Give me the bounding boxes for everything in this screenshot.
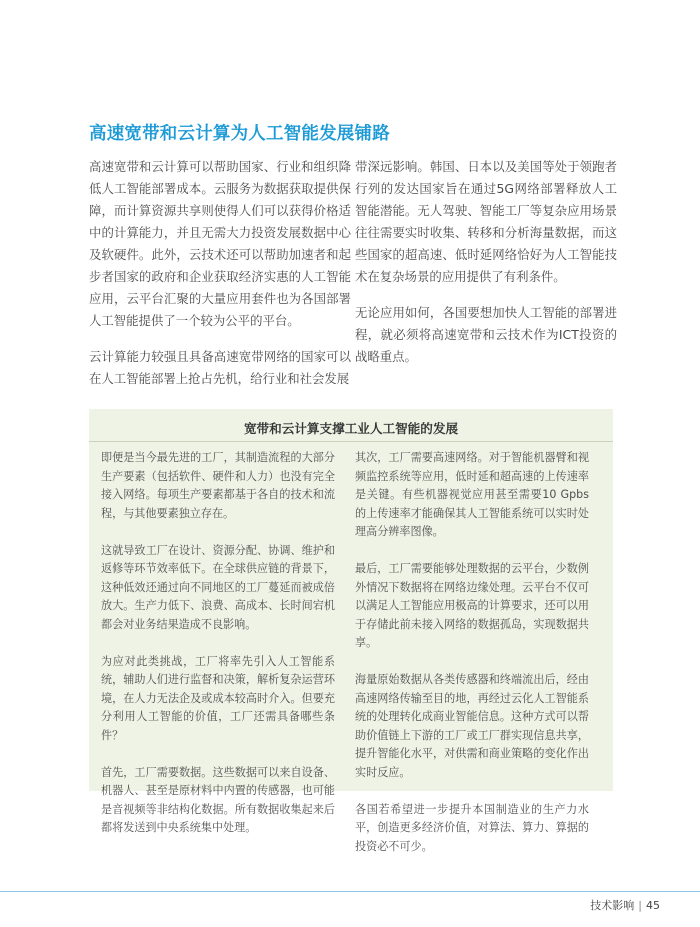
sidebar-box-title: 宽带和云计算支撑工业人工智能的发展 — [243, 421, 459, 436]
paragraph: 为应对此类挑战，工厂将率先引入人工智能系统，辅助人们进行监督和决策，解析复杂运营环境，在人力无法企及或成本较高时介入。但要充分利用人工智能的价值，工厂还需具备哪些条件？ — [101, 654, 335, 742]
paragraph: 各国若希望进一步提升本国制造业的生产力水平，创造更多经济价值，对算法、算力、算据的投资必不可少。 — [355, 802, 589, 853]
paragraph: 海量原始数据从各类传感器和终端流出后，经由高速网络传输至目的地，再经过云化人工智能系统的处理转化成商业智能信息。这种方式可以帮助价值链上下游的工厂或工厂群实现信息共享，提升智能化水平，对供需和商业策略的变化作出实时反应。 — [355, 673, 589, 779]
paragraph: 即便是当今最先进的工厂，其制造流程的大部分生产要素（包括软件、硬件和人力）也没有完全接入网络。每项生产要素都基于各自的技术和流程，与其他要素独立存在。 — [101, 451, 335, 520]
body-column-left — [89, 156, 351, 390]
paragraph: 云计算能力较强且具备高速宽带网络的国家可以在人工智能部署上抢占先机，给行业和社会发展 — [89, 349, 351, 386]
paragraph: 首先，工厂需要数据。这些数据可以来自设备、机器人、甚至是原材料中内置的传感器，也可能是音视频等非结构化数据。所有数据收集起来后都将发送到中央系统集中处理。 — [101, 765, 335, 834]
footer-section-name: 技术影响 — [590, 899, 635, 912]
section-title: 高速宽带和云计算为人工智能发展铺路 — [89, 124, 390, 144]
sidebar-column-right — [355, 449, 589, 856]
footer-divider — [0, 891, 700, 892]
paragraph: 无论应用如何，各国要想加快人工智能的部署进程，就必须将高速宽带和云技术作为ICT投资的战略重点。 — [355, 305, 617, 364]
paragraph: 高速宽带和云计算可以帮助国家、行业和组织降低人工智能部署成本。云服务为数据获取提供保障，而计算资源共享则使得人们可以获得价格适中的计算能力，并且无需大力投资发展数据中心及软硬件。此外，云技术还可以帮助加速者和起步者国家的政府和企业获取经济实惠的人工智能应用，云平台汇聚的大量应用套件也为各国部署人工智能提供了一个较为公平的平台。 — [89, 159, 351, 328]
body-column-right — [355, 156, 617, 368]
page-number: 45 — [646, 899, 660, 912]
sidebar-box — [89, 409, 613, 853]
paragraph: 这就导致工厂在设计、资源分配、协调、维护和返修等环节效率低下。在全球供应链的背景下，这种低效还通过向不同地区的工厂蔓延而被成倍放大。生产力低下、浪费、高成本、长时间宕机都会对业务结果造成不良影响。 — [101, 543, 335, 631]
paragraph: 其次，工厂需要高速网络。对于智能机器臂和视频监控系统等应用，低时延和超高速的上传速率是关键。有些机器视觉应用甚至需要10 Gpbs的上传速率才能确保其人工智能系统可以实时处理高分辨率图像。 — [355, 451, 589, 538]
footer-separator: | — [638, 899, 642, 912]
divider — [89, 441, 613, 442]
paragraph: 带深远影响。韩国、日本以及美国等处于领跑者行列的发达国家旨在通过5G网络部署释放人工智能潜能。无人驾驶、智能工厂等复杂应用场景往往需要实时收集、转移和分析海量数据，而这些国家的超高速、低时延网络恰好为人工智能技术在复杂场景的应用提供了有利条件。 — [355, 159, 617, 284]
paragraph: 最后，工厂需要能够处理数据的云平台，少数例外情况下数据将在网络边缘处理。云平台不仅可以满足人工智能应用极高的计算要求，还可以用于存储此前未接入网络的数据孤岛，实现数据共享。 — [355, 562, 589, 649]
sidebar-column-left — [101, 449, 335, 838]
page-footer — [590, 897, 660, 913]
